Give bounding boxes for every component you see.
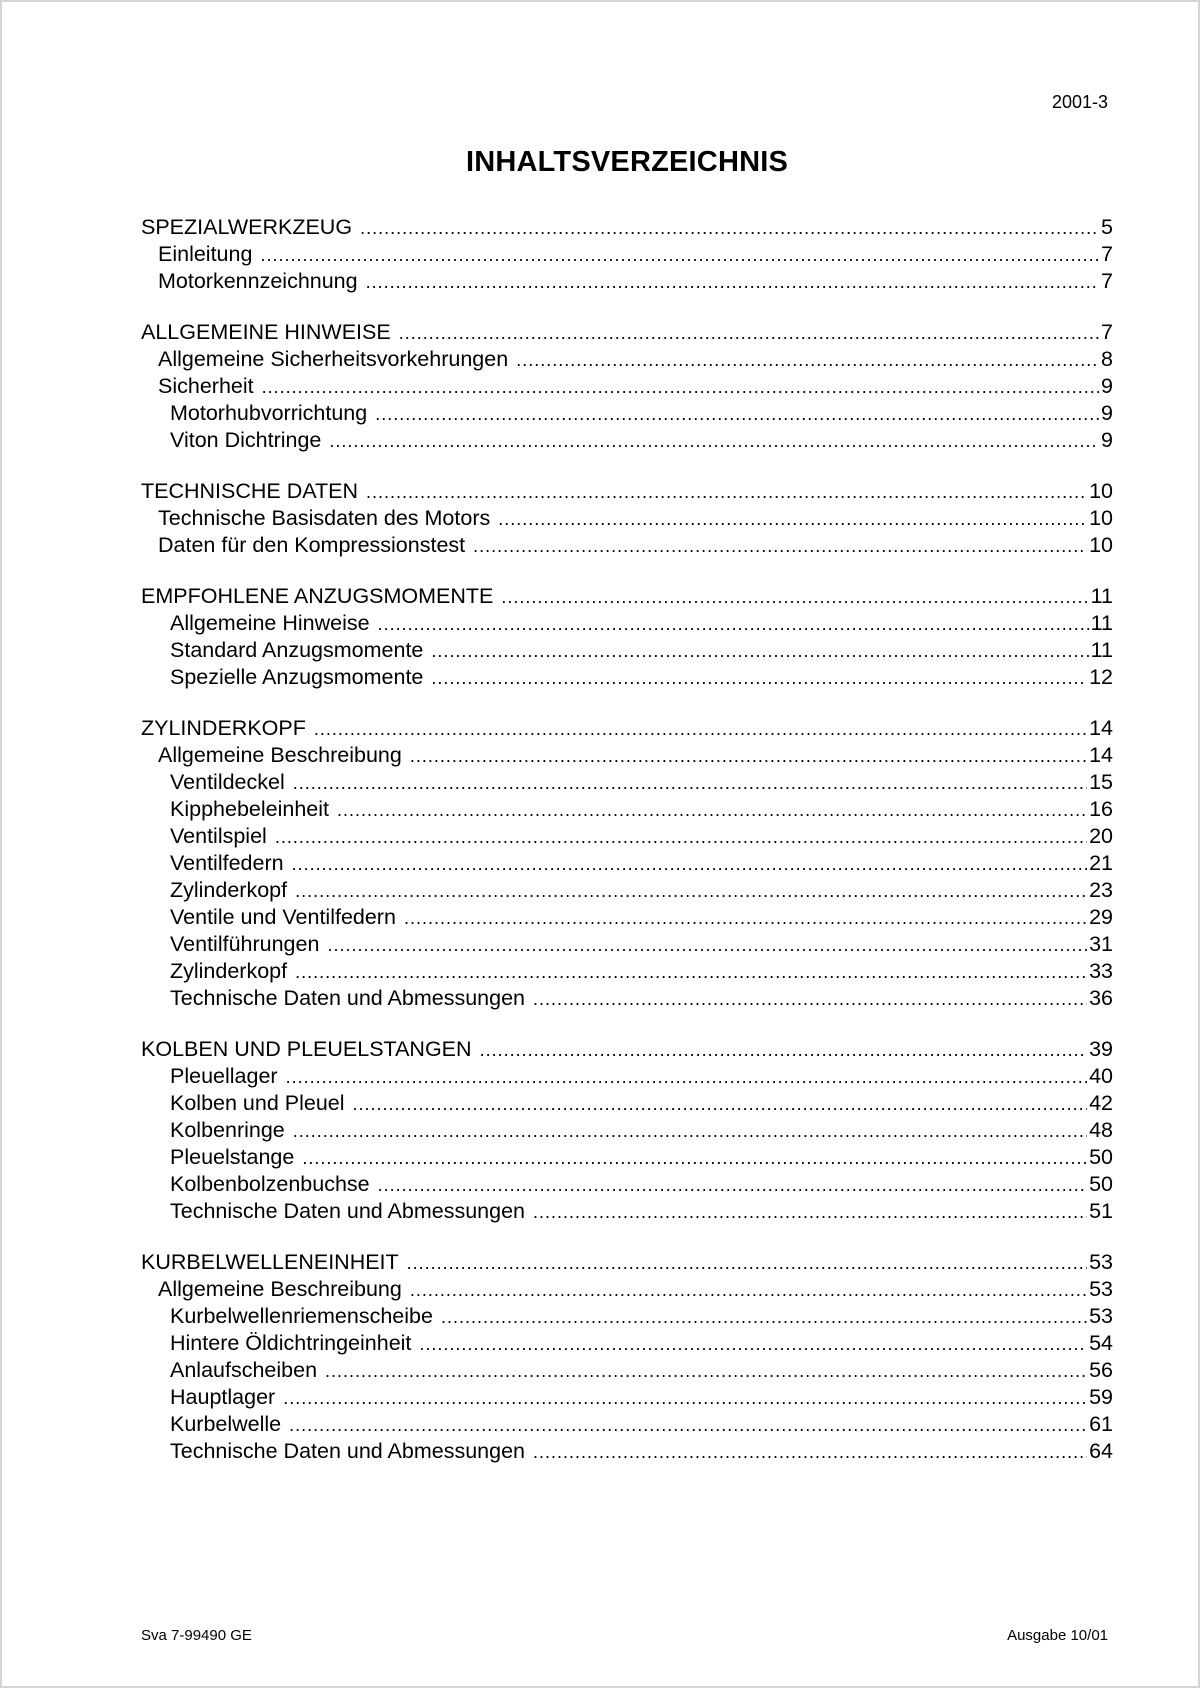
toc-entry-label: Allgemeine Hinweise — [170, 611, 370, 635]
toc-entry[interactable] — [141, 904, 1113, 931]
toc-dot-leader — [302, 1145, 1087, 1172]
toc-dot-leader — [260, 242, 1099, 269]
toc-entry[interactable] — [141, 664, 1113, 691]
toc-entry-label: Ventile und Ventilfedern — [170, 905, 396, 929]
toc-entry-label: EMPFOHLENE ANZUGSMOMENTE — [141, 584, 494, 608]
toc-dot-leader — [431, 638, 1088, 665]
toc-entry[interactable] — [141, 1198, 1113, 1225]
toc-entry[interactable] — [141, 1384, 1113, 1411]
toc-dot-leader — [378, 1172, 1087, 1199]
toc-entry[interactable] — [141, 769, 1113, 796]
toc-entry[interactable] — [141, 346, 1113, 373]
toc-dot-leader — [431, 665, 1087, 692]
toc-dot-leader — [533, 986, 1087, 1013]
toc-entry[interactable] — [141, 1438, 1113, 1465]
toc-entry-page-number: 50 — [1089, 1172, 1113, 1196]
toc-section-entry[interactable] — [141, 1036, 1113, 1063]
toc-dot-leader — [366, 479, 1087, 506]
toc-entry-page-number: 42 — [1089, 1091, 1113, 1115]
toc-entry-label: Ventilfedern — [170, 851, 284, 875]
toc-entry-page-number: 53 — [1089, 1304, 1113, 1328]
toc-entry-page-number: 40 — [1089, 1064, 1113, 1088]
toc-dot-leader — [292, 851, 1088, 878]
toc-entry-page-number: 64 — [1089, 1439, 1113, 1463]
toc-entry-label: SPEZIALWERKZEUG — [141, 215, 353, 239]
toc-dot-leader — [283, 1385, 1087, 1412]
toc-entry-label: Kurbelwelle — [170, 1412, 282, 1436]
toc-entry-page-number: 21 — [1089, 851, 1113, 875]
toc-entry[interactable] — [141, 958, 1113, 985]
toc-section-entry[interactable] — [141, 715, 1113, 742]
toc-entry-page-number: 29 — [1089, 905, 1113, 929]
toc-entry-page-number: 53 — [1089, 1250, 1113, 1274]
table-of-contents — [141, 214, 1113, 1465]
toc-entry-page-number: 36 — [1089, 986, 1113, 1010]
toc-entry-page-number: 31 — [1089, 932, 1113, 956]
toc-entry-label: Kolbenringe — [170, 1118, 285, 1142]
toc-entry-page-number: 11 — [1090, 638, 1113, 662]
toc-entry-page-number: 15 — [1089, 770, 1113, 794]
toc-entry-page-number: 8 — [1101, 347, 1113, 371]
toc-entry[interactable] — [141, 1330, 1113, 1357]
toc-entry-label: Technische Daten und Abmessungen — [170, 1199, 525, 1223]
toc-section-entry[interactable] — [141, 214, 1113, 241]
toc-entry-label: Pleuellager — [170, 1064, 278, 1088]
toc-dot-leader — [533, 1199, 1087, 1226]
toc-entry-page-number: 51 — [1089, 1199, 1113, 1223]
toc-entry-page-number: 10 — [1089, 533, 1113, 557]
toc-dot-leader — [473, 533, 1087, 560]
toc-section-entry[interactable] — [141, 1249, 1113, 1276]
toc-entry-page-number: 59 — [1089, 1385, 1113, 1409]
toc-entry-label: Pleuelstange — [170, 1145, 295, 1169]
toc-entry-label: Zylinderkopf — [170, 878, 288, 902]
toc-entry-page-number: 14 — [1089, 743, 1113, 767]
toc-entry[interactable] — [141, 532, 1113, 559]
toc-entry[interactable] — [141, 1276, 1113, 1303]
toc-entry[interactable] — [141, 985, 1113, 1012]
toc-entry-label: Motorkennzeichnung — [158, 269, 358, 293]
toc-entry-page-number: 48 — [1089, 1118, 1113, 1142]
toc-entry-label: KOLBEN UND PLEUELSTANGEN — [141, 1037, 472, 1061]
toc-dot-leader — [353, 1091, 1088, 1118]
toc-dot-leader — [480, 1037, 1088, 1064]
toc-dot-leader — [289, 1412, 1087, 1439]
toc-entry-label: Ventilspiel — [170, 824, 267, 848]
toc-entry-label: Spezielle Anzugsmomente — [170, 665, 424, 689]
toc-entry-label: Motorhubvorrichtung — [170, 401, 368, 425]
toc-entry[interactable] — [141, 637, 1113, 664]
toc-entry-label: Anlaufscheiben — [170, 1358, 318, 1382]
toc-dot-leader — [404, 905, 1087, 932]
toc-entry-page-number: 56 — [1089, 1358, 1113, 1382]
toc-entry-label: ZYLINDERKOPF — [141, 716, 306, 740]
toc-entry[interactable] — [141, 505, 1113, 532]
toc-entry-label: Ventilführungen — [170, 932, 320, 956]
toc-entry-page-number: 7 — [1101, 242, 1113, 266]
toc-entry[interactable] — [141, 931, 1113, 958]
toc-dot-leader — [410, 743, 1087, 770]
toc-dot-leader — [375, 401, 1099, 428]
toc-entry-page-number: 10 — [1089, 506, 1113, 530]
toc-entry[interactable] — [141, 877, 1113, 904]
toc-dot-leader — [262, 374, 1099, 401]
toc-dot-leader — [516, 347, 1099, 374]
toc-dot-leader — [360, 215, 1099, 242]
toc-entry-page-number: 39 — [1089, 1037, 1113, 1061]
toc-dot-leader — [329, 428, 1099, 455]
toc-entry[interactable] — [141, 796, 1113, 823]
toc-entry[interactable] — [141, 1144, 1113, 1171]
toc-dot-leader — [366, 269, 1099, 296]
toc-entry[interactable] — [141, 1090, 1113, 1117]
toc-entry-page-number: 20 — [1089, 824, 1113, 848]
toc-entry[interactable] — [141, 241, 1113, 268]
toc-entry[interactable] — [141, 427, 1113, 454]
toc-entry-page-number: 7 — [1101, 320, 1113, 344]
toc-entry[interactable] — [141, 742, 1113, 769]
toc-section-entry[interactable] — [141, 478, 1113, 505]
toc-dot-leader — [498, 506, 1087, 533]
toc-entry-page-number: 9 — [1101, 428, 1113, 452]
toc-dot-leader — [533, 1439, 1087, 1466]
toc-dot-leader — [419, 1331, 1087, 1358]
toc-entry-page-number: 11 — [1090, 584, 1113, 608]
toc-entry[interactable] — [141, 1117, 1113, 1144]
document-code: Sva 7-99490 GE — [141, 1627, 252, 1644]
toc-entry-label: ALLGEMEINE HINWEISE — [141, 320, 391, 344]
toc-dot-leader — [286, 1064, 1088, 1091]
toc-entry-label: Sicherheit — [158, 374, 254, 398]
toc-entry[interactable] — [141, 400, 1113, 427]
toc-entry[interactable] — [141, 610, 1113, 637]
toc-entry-page-number: 10 — [1089, 479, 1113, 503]
toc-entry-page-number: 54 — [1089, 1331, 1113, 1355]
toc-entry-page-number: 50 — [1089, 1145, 1113, 1169]
toc-entry[interactable] — [141, 850, 1113, 877]
toc-entry[interactable] — [141, 268, 1113, 295]
toc-entry[interactable] — [141, 823, 1113, 850]
toc-dot-leader — [327, 932, 1087, 959]
page-title: INHALTSVERZEICHNIS — [465, 146, 789, 178]
toc-section-entry[interactable] — [141, 319, 1113, 346]
toc-entry-label: Zylinderkopf — [170, 959, 288, 983]
toc-dot-leader — [325, 1358, 1087, 1385]
toc-entry-label: Kolbenbolzenbuchse — [170, 1172, 370, 1196]
toc-entry[interactable] — [141, 1411, 1113, 1438]
toc-entry[interactable] — [141, 1171, 1113, 1198]
toc-entry[interactable] — [141, 1303, 1113, 1330]
toc-entry-page-number: 23 — [1089, 878, 1113, 902]
toc-dot-leader — [275, 824, 1087, 851]
page-number: 2001-3 — [1051, 92, 1108, 112]
toc-section-entry[interactable] — [141, 583, 1113, 610]
toc-entry-label: Kipphebeleinheit — [170, 797, 329, 821]
toc-dot-leader — [295, 878, 1087, 905]
edition-label: Ausgabe 10/01 — [1007, 1627, 1108, 1644]
toc-entry[interactable] — [141, 373, 1113, 400]
toc-entry[interactable] — [141, 1063, 1113, 1090]
toc-entry-label: Allgemeine Beschreibung — [158, 743, 402, 767]
toc-entry-label: Allgemeine Beschreibung — [158, 1277, 402, 1301]
toc-entry-page-number: 12 — [1089, 665, 1113, 689]
toc-entry-label: Ventildeckel — [170, 770, 285, 794]
toc-dot-leader — [295, 959, 1087, 986]
toc-entry-label: Technische Daten und Abmessungen — [170, 1439, 525, 1463]
toc-entry-page-number: 11 — [1090, 611, 1113, 635]
toc-entry-label: Allgemeine Sicherheitsvorkehrungen — [158, 347, 509, 371]
toc-entry-label: KURBELWELLENEINHEIT — [141, 1250, 399, 1274]
toc-entry-page-number: 5 — [1101, 215, 1113, 239]
toc-entry-page-number: 9 — [1101, 401, 1113, 425]
toc-entry-label: Standard Anzugsmomente — [170, 638, 424, 662]
toc-dot-leader — [378, 611, 1089, 638]
toc-entry-label: Einleitung — [158, 242, 253, 266]
toc-entry-page-number: 16 — [1089, 797, 1113, 821]
toc-dot-leader — [293, 770, 1087, 797]
toc-entry-label: Technische Basisdaten des Motors — [158, 506, 491, 530]
toc-entry-label: TECHNISCHE DATEN — [141, 479, 359, 503]
toc-entry-page-number: 61 — [1089, 1412, 1113, 1436]
toc-dot-leader — [293, 1118, 1087, 1145]
toc-dot-leader — [441, 1304, 1087, 1331]
toc-entry-page-number: 33 — [1089, 959, 1113, 983]
toc-dot-leader — [501, 584, 1088, 611]
toc-dot-leader — [314, 716, 1087, 743]
toc-entry[interactable] — [141, 1357, 1113, 1384]
toc-entry-label: Hintere Öldichtringeinheit — [170, 1331, 412, 1355]
toc-dot-leader — [337, 797, 1087, 824]
toc-entry-label: Kolben und Pleuel — [170, 1091, 345, 1115]
toc-entry-label: Technische Daten und Abmessungen — [170, 986, 525, 1010]
toc-entry-label: Viton Dichtringe — [170, 428, 322, 452]
toc-entry-page-number: 53 — [1089, 1277, 1113, 1301]
toc-entry-label: Kurbelwellenriemenscheibe — [170, 1304, 433, 1328]
toc-entry-label: Daten für den Kompressionstest — [158, 533, 466, 557]
toc-dot-leader — [407, 1250, 1087, 1277]
toc-dot-leader — [410, 1277, 1087, 1304]
toc-entry-page-number: 14 — [1089, 716, 1113, 740]
toc-entry-page-number: 9 — [1101, 374, 1113, 398]
toc-entry-label: Hauptlager — [170, 1385, 276, 1409]
toc-dot-leader — [399, 320, 1099, 347]
toc-entry-page-number: 7 — [1101, 269, 1113, 293]
